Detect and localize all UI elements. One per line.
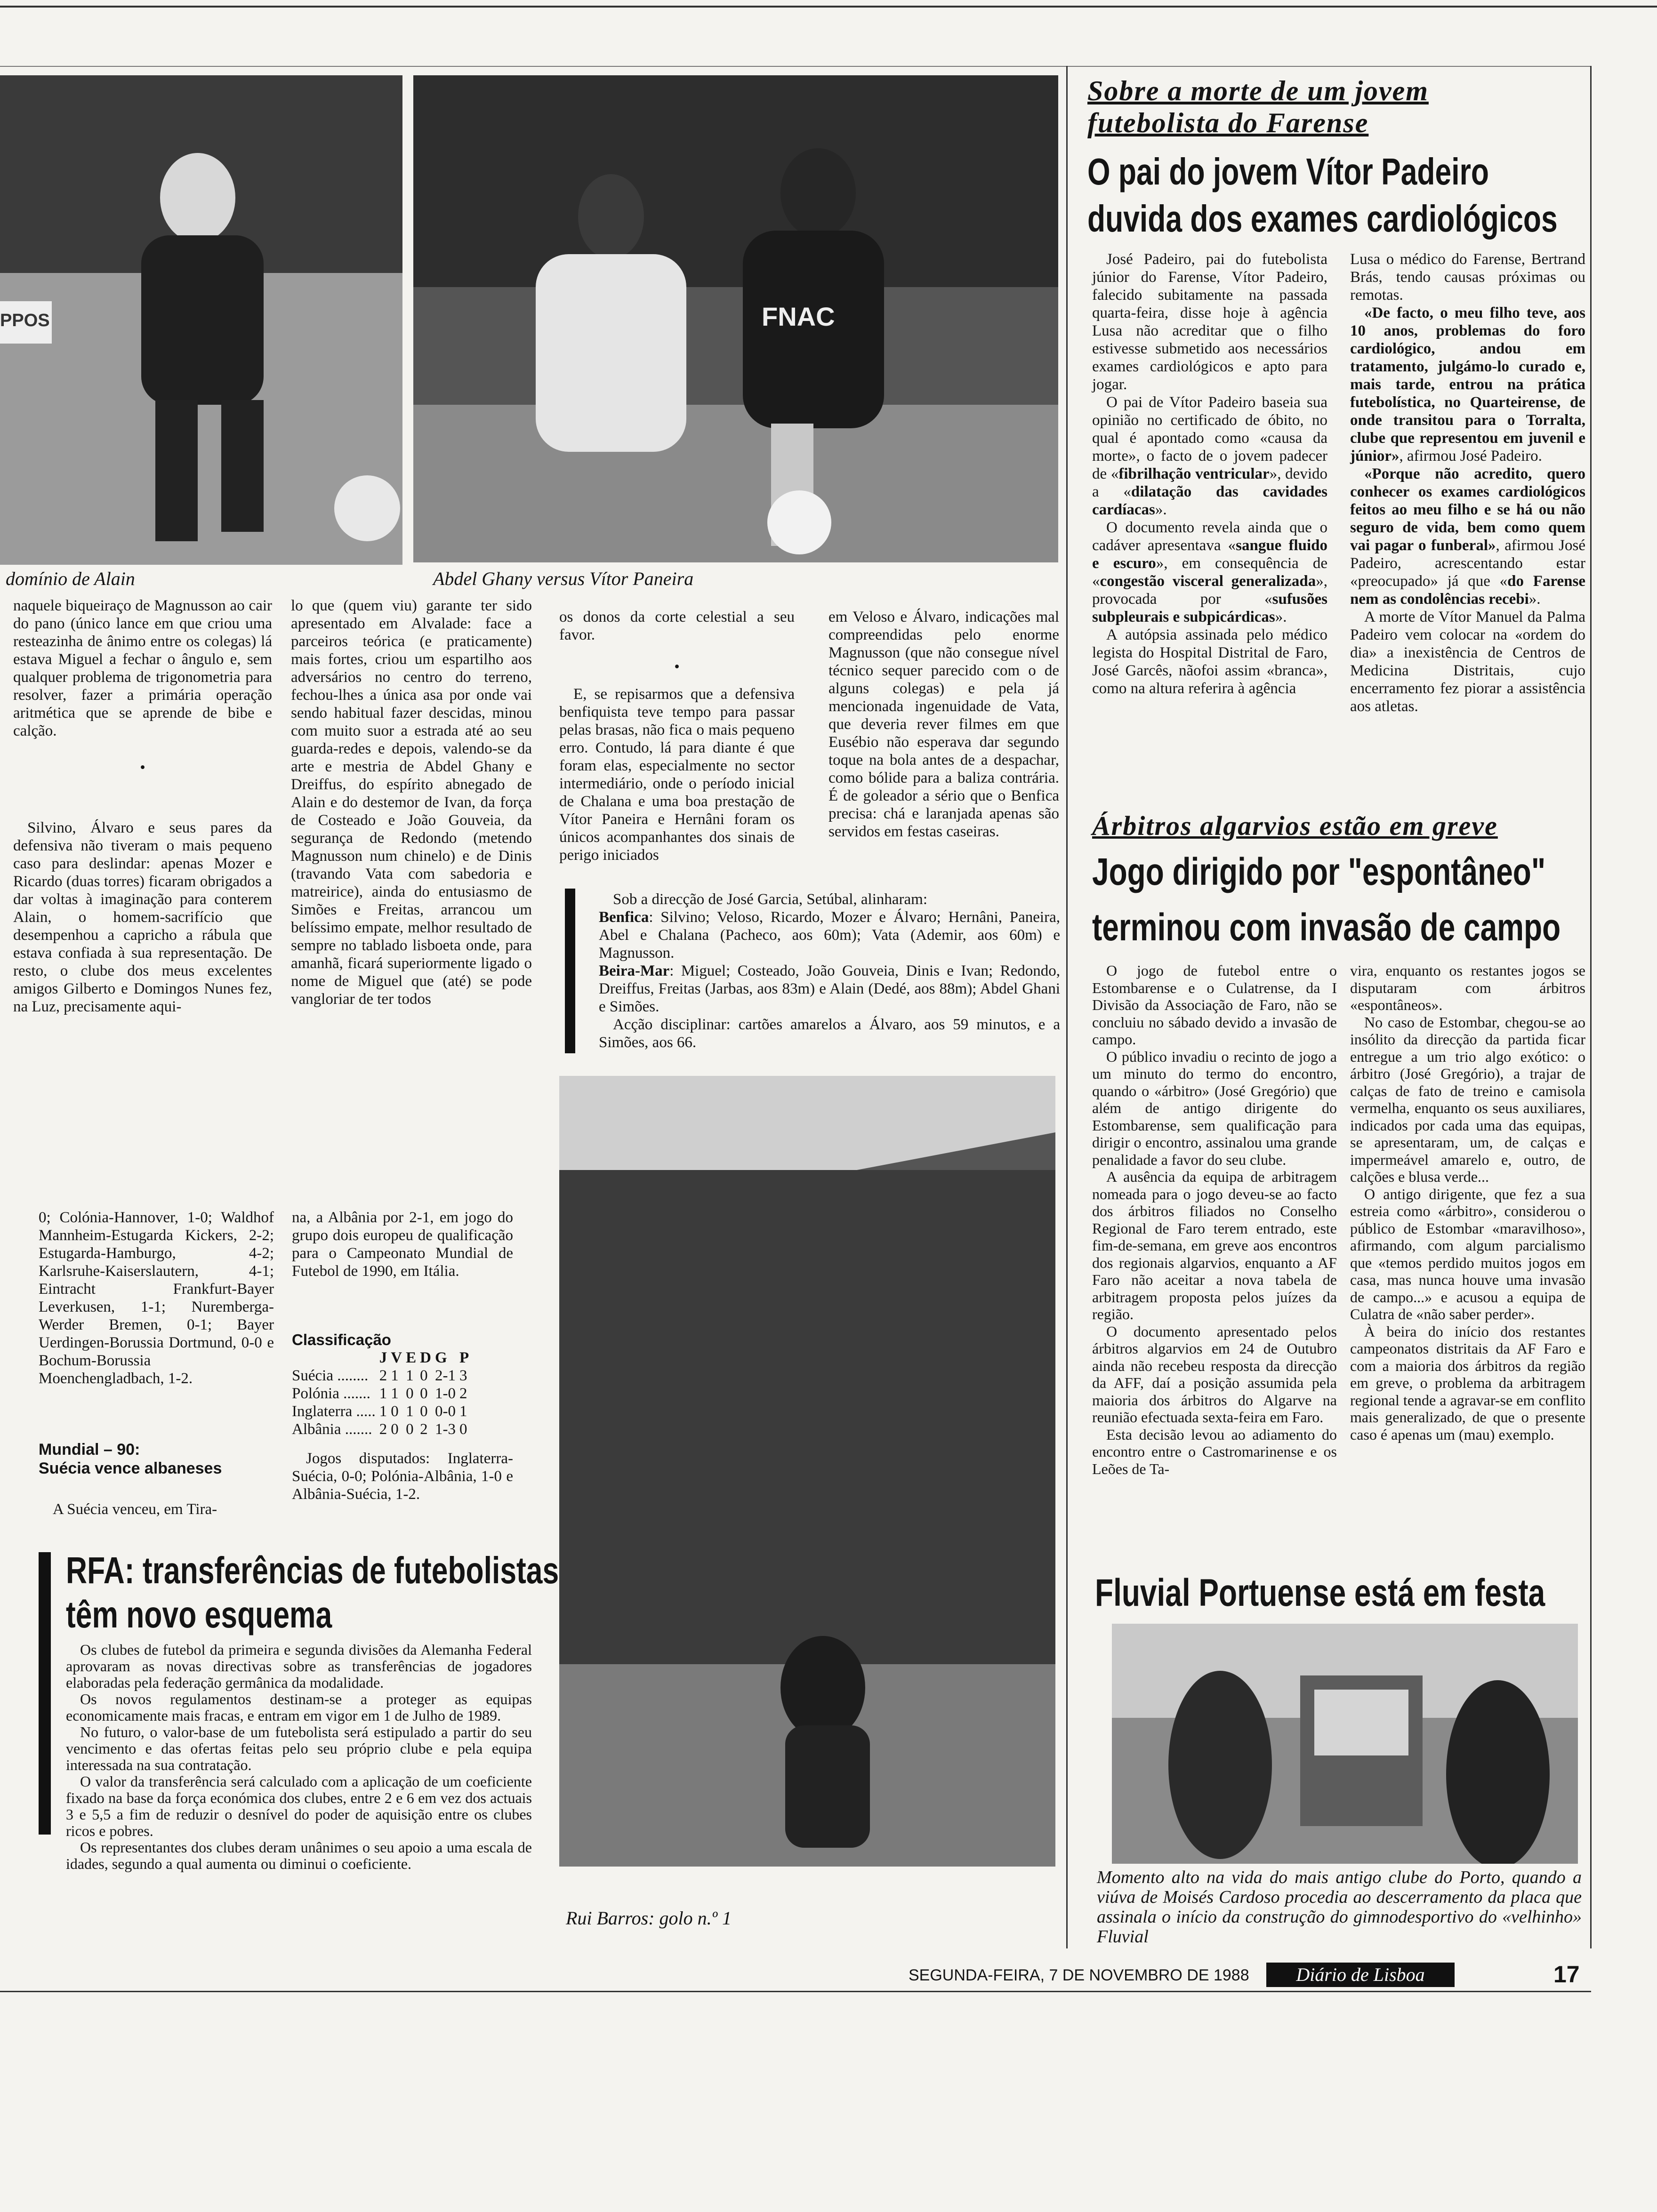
photo-fluvial-ceremony [1112,1624,1578,1864]
cell: 0 [420,1367,428,1384]
arbitros-headline-2: terminou com invasão de campo [1092,906,1561,949]
right-border [1590,66,1592,1948]
rfa-bar [39,1552,51,1835]
text-run: ». [1275,609,1287,625]
cell: 1 [406,1367,414,1384]
cell: 2 [459,1385,467,1402]
photo-stadium-goal [559,1076,1055,1867]
arbitros-c2-p4: À beira do início dos restantes campeonatos distritais da AF Faro e com a maioria dos árbitros da região em greve, o problema da arbitragem regional tende a agravar-se em conflito mais generalizado, de que o presente caso é apenas um (mau) exemplo. [1350,1322,1585,1443]
arbitros-col1 [1092,962,1337,1477]
arbitros-c2-p1: vira, enquanto os restantes jogos se disputaram com árbitros «espontâneos». [1350,962,1585,1013]
lineups-beira [599,962,1060,1016]
col4-para: em Veloso e Álvaro, indicações mal compreendidas pelo enorme Magnusson (que não consegue nível técnico sequer parecido com o de alguns colegas) e pela já mencionada ingenuidade de Vata, que deveria rever filmes em que Eusébio não esperava dar segundo toque na bola antes de a despachar, como bólide para a baliza contrária. É de goleador a sério que o Benfica precisa: chá e laranjada apenas são servidos em festas caseiras. [828,609,1059,840]
col3-para2: E, se repisarmos que a defensiva benfiquista teve tempo para passar pelas brasas, não fica o mais pequeno erro. Contudo, lá para diante é que foram elas, especialmente no sector intermediário, onde o período inicial de Chalana e uma boa prestação de Vítor Paneira e Hernâni foram os únicos acompanhantes dos sinais de perigo iniciados [559,686,795,864]
cell: 0 [406,1421,414,1438]
team-name: Albânia ....... [292,1421,372,1438]
beira-label: Beira-Mar [599,962,670,979]
mundial-cont: na, a Albânia por 2-1, em jogo do grupo dois europeu de qualificação para o Campeonato Mundial de Futebol de 1990, em Itália. [292,1209,513,1280]
bullet: • [140,759,145,776]
hdr-g: G [434,1349,447,1366]
footer-masthead: Diário de Lisboa [1266,1963,1455,1987]
table-row [290,1367,471,1385]
cell: 0 [420,1403,428,1420]
text-run: , afirmou José Padeiro. [1399,448,1542,465]
mundial-lead-text: A Suécia venceu, em Tira- [53,1501,217,1518]
farense-c1p4: A autópsia assinada pelo médico legista do Hospital Distrital de Faro, José Garcês, nãofoi assim «branca», como na altura referira à agência [1092,626,1327,697]
cell: 1 [459,1403,467,1420]
col1-para1: naquele biqueiraço de Magnusson ao cair do pano (único lance em que criou uma resteazinha de ânimo entre os colegas) lá estava Miguel a fechar o ângulo e, sem qualquer problema de trigonometria para resolver, fazer a primária operação aritmética que se aprende de bibe e calção. [13,597,272,739]
text-run: O pai de Vítor Padeiro baseia sua opinião no certificado de óbito, no qual é apontado como «causa da morte», o facto de o jovem padecer de « [1092,394,1327,482]
rfa-p4: O valor da transferência será calculado com a aplicação de um coeficiente fixado na base da força económica dos clubes, entre 2 e 6 em vez dos actuais 3 e 5,5 a fim de reduzir o desnível do poder de aquisição entre os clubes ricos e pobres. [66,1773,532,1839]
fluvial-caption: Momento alto na vida do mais antigo clube do Porto, quando a viúva de Moisés Cardoso procedia ao descerramento da placa que assinala o início da construção do gimnodesportivo do «velhinho» Fluvial [1097,1867,1582,1947]
cell: 0 [391,1403,399,1420]
cell: 2 [420,1421,428,1438]
top-rule-2 [0,66,1591,67]
games-played [292,1450,513,1503]
farense-c2p1: Lusa o médico do Farense, Bertrand Brás, tendo causas próximas ou remotas. [1350,251,1585,304]
match-article-col3 [559,608,795,864]
footer-rule [0,1991,1591,1992]
benfica-players: : Silvino; Veloso, Ricardo, Mozer e Álvaro; Hernâni, Paneira, Abel e Chalana (Pacheco, aos 60m); Vata (Ademir, aos 60m) e Magnusson. [599,909,1060,962]
farense-col1 [1092,250,1327,697]
left-photo-caption: domínio de Alain [6,568,135,589]
footer-page-number: 17 [1553,1961,1580,1988]
hdr-j: J [379,1349,387,1366]
arbitros-c2-p2: No caso de Estombar, chegou-se ao insólito da direcção da partida ficar entregue a um trio algo exótico: o árbitro (José Gregório), a trajar de calças de fato de treino e camisola vermelha, enquanto os seus auxiliares, indicados por cada uma das equipas, se apresentaram, um, de calças e impermeável amarelo e, outro, de calções e blusa verde... [1350,1013,1585,1185]
shirt-sponsor-text: FNAC [762,302,835,331]
cell: 1 [379,1403,387,1420]
text-run-bold: «Porque não acredito, quero conhecer os exames cardiológicos feitos ao meu filho e se há ou não seguro de vida, bem como quem vai pagar o funberal» [1350,465,1585,554]
table-row [290,1385,471,1403]
lineups-discipline: Acção disciplinar: cartões amarelos a Álvaro, aos 59 minutos, e a Simões, aos 66. [599,1016,1060,1051]
benfica-label: Benfica [599,909,649,926]
farense-c2p3 [1350,465,1585,608]
text-run-bold: «De facto, o meu filho teve, aos 10 anos, problemas do foro cardiológico, andou em tratamento, julgámo-lo curado e, mais tarde, entrou na prática futebolística, no Quarteirense, de onde transitou para o Torralta, clube que representou em juvenil e júnior» [1350,305,1585,465]
mundial-title-1: Mundial – 90: [39,1441,140,1459]
rfa-body [66,1642,532,1872]
cell: 1 [379,1385,387,1402]
lineups-benfica [599,908,1060,962]
cell: 1-3 [434,1421,456,1438]
hdr-d: D [420,1349,431,1366]
bundesliga-results: 0; Colónia-Hannover, 1-0; Waldhof Mannheim-Estugarda Kickers, 2-2; Estugarda-Hamburgo, 4-2; Karlsruhe-Kaiserslautern, 4-1; Eintracht Frankfurt-Bayer Leverkusen, 1-1; Nuremberga-Werder Bremen, 0-1; Bayer Uerdingen-Borussia Dortmund, 0-0 e Bochum-Borussia Moenchengladbach, 1-2. [39,1209,274,1387]
cell: 1 [406,1403,414,1420]
farense-c1p2 [1092,393,1327,519]
top-rule [0,6,1657,8]
mundial-lead [39,1500,274,1518]
arbitros-c1-p5: Esta decisão levou ao adiamento do encontro entre o Castromarinense e os Leões de Ta- [1092,1426,1337,1477]
bullet-2: • [674,658,680,675]
hdr-v: V [391,1349,402,1366]
rfa-p5: Os representantes dos clubes deram unânimes o seu apoio a uma escala de idades, segundo a qual aumenta ou diminui o coeficiente. [66,1839,532,1872]
text-run-bold: sufusões subpleurais e subpicárdicas [1092,591,1327,625]
beira-players: : Miguel; Costeado, João Gouveia, Dinis e Ivan; Redondo, Dreiffus, Freitas (Jarbas, aos 83m) e Alain (Dedé, aos 88m); Abdel Ghani e Simões. [599,962,1060,1015]
farense-kicker-1: Sobre a morte de um jovem [1087,75,1429,106]
lineups-box [599,890,1060,1051]
mundial-title-2: Suécia vence albaneses [39,1459,222,1477]
classification-table [290,1349,471,1438]
classification-title: Classificação [292,1331,391,1348]
text-run: O documento revela ainda que o cadáver apresentava « [1092,519,1327,554]
farense-c1p3 [1092,519,1327,626]
cell: 2 [379,1421,387,1438]
arbitros-c1-p4: O documento apresentado pelos árbitros algarvios em 24 de Outubro ainda não recebeu resposta da direcção da AFF, daí a posição assumida pela maioria dos árbitros do Algarve na reunião efectuada sexta-feira em Faro. [1092,1322,1337,1426]
farense-kicker-2: futebolista do Farense [1087,107,1369,138]
lineups-intro: Sob a direcção de José Garcia, Setúbal, alinharam: [613,891,927,908]
rfa-p3: No futuro, o valor-base de um futebolista será estipulado a partir do seu vencimento e das ofertas feitas pelo seu próprio clube e pela equipa interessada na sua contratação. [66,1723,532,1773]
classification-header [290,1349,471,1367]
text-run: ». [1528,591,1541,608]
team-name: Polónia ....... [292,1385,370,1402]
cell: 0 [406,1385,414,1402]
rfa-headline-1: RFA: transferências de futebolistas [66,1549,559,1591]
farense-headline-1: O pai do jovem Vítor Padeiro [1087,151,1489,192]
lineups-bar [565,889,575,1053]
cell: 1 [391,1385,399,1402]
games-played-text: Jogos disputados: Inglaterra-Suécia, 0-0; Polónia-Albânia, 1-0 e Albânia-Suécia, 1-2. [292,1450,513,1503]
footer-date: SEGUNDA-FEIRA, 7 DE NOVEMBRO DE 1988 [909,1966,1249,1984]
text-run-bold: sangue fluido e escuro [1092,537,1328,572]
rfa-p2: Os novos regulamentos destinam-se a proteger as equipas economicamente mais fracas, e entram em vigor em 1 de Julho de 1989. [66,1691,532,1724]
rfa-p1: Os clubes de futebol da primeira e segunda divisões da Alemanha Federal aprovaram as novas directivas sobre as transferências de jogadores elaboradas pela federação germânica da modalidade. [66,1641,532,1691]
cell: 0 [459,1421,467,1438]
arbitros-col2 [1350,962,1585,1443]
team-name: Inglaterra ..... [292,1403,376,1420]
farense-c2p2 [1350,304,1585,465]
table-row [290,1420,471,1438]
mundial-title [39,1440,274,1478]
cell: 2 [379,1367,387,1384]
cell: 0 [391,1421,399,1438]
cell: 0 [420,1385,428,1402]
text-run-bold: fibrilhação ventricular [1118,465,1270,482]
arbitros-kicker: Árbitros algarvios estão em greve [1092,810,1498,841]
text-run: , afirmou José Padeiro, acrescentando estar «preocupado» já que « [1350,537,1585,590]
arbitros-c1-p2: O público invadiu o recinto de jogo a um minuto do termo do encontro, quando o «árbitro» (José Gregório) que além de antigo dirigente do Estombarense, sem qualificação para dirigir o encontro, assinalou uma grande penalidade a favor do seu clube. [1092,1048,1337,1168]
arbitros-c2-p3: O antigo dirigente, que fez a sua estreia como «árbitro», considerou o público de Estombar «maravilhoso», afirmando, com algum parcialismo que «temos perdido muitos jogos em casa, mas nunca houve uma invasão de campo...» e acusou a equipa de Culatra de «não saber perder». [1350,1185,1585,1322]
column-divider [1066,66,1068,1948]
farense-headline-2: duvida dos exames cardiológicos [1087,198,1558,240]
col2-para: lo que (quem viu) garante ter sido apresentado em Alvalade: face a parceiros teórica (e praticamente) mais fortes, criou um espartilho aos adversários no centro do terreno, fechou-lhes a única asa por onde vai sendo habitual fazer descidas, minou com muito suor a estrada até ao seu guarda-redes e depois, valendo-se da arte e mestria de Abdel Ghany e Dreiffus, do espírito abnegado de Alain e do destemor de Ivan, da força de Costeado e João Gouveia, da segurança de Redondo (metendo Magnusson num chinelo) e de Dinis (travando Vata com sabedoria e matreirice), ainda do entusiasmo de Simões e Freitas, arrancou um belíssimo empate, melhor resultado de sempre no tablado lisboeta onde, para amanhã, ficará superiormente ligado o nome de Miguel que (até) se pode vangloriar de ter todos [291,597,532,1008]
farense-col2 [1350,250,1585,715]
farense-c2p4: A morte de Vítor Manuel da Palma Padeiro vem colocar na «ordem do dia» a inexistência de Centros de Medicina Distritais, cujo encerramento fez piorar a assistência aos atletas. [1350,609,1585,715]
cell: 2-1 [434,1367,456,1384]
bottom-photo-caption: Rui Barros: golo n.º 1 [566,1907,732,1929]
cell: 1-0 [434,1385,456,1402]
center-photo-caption: Abdel Ghany versus Vítor Paneira [433,568,694,589]
text-run: », devido a « [1092,465,1327,500]
team-name: Suécia ........ [292,1367,369,1384]
text-run-bold: dilatação das cavidades cardíacas [1092,483,1327,518]
arbitros-c1-p1: O jogo de futebol entre o Estombarense e o Culatrense, da I Divisão da Associação de Faro, não se concluiu no sábado devido a invasão de campo. [1092,962,1337,1048]
arbitros-headline-1: Jogo dirigido por "espontâneo" [1092,850,1546,893]
text-run-bold: do Farense nem as condolências recebi [1350,573,1585,608]
text-run: », em consequência de « [1092,555,1327,590]
col1-para2: Silvino, Álvaro e seus pares da defensiva não tiveram o mais pequeno caso para deslindar: apenas Mozer e Ricardo (duas torres) ficaram obrigados a dar voltas à imaginação para conterem Alain, o homem-sacrifício que desempenhou a capricho a rábula que estava confiada à sua representação. De resto, o clube dos meus excelentes amigos Gilberto e Domingos Nunes fez, na Luz, precisamente aqui- [13,819,272,1015]
text-run: », provocada por « [1092,573,1327,608]
match-article-col2 [291,597,532,1008]
arbitros-c1-p3: A ausência da equipa de arbitragem nomeada para o jogo deveu-se ao facto dos árbitros filiados no Conselho Regional de Faro terem entrado, este fim-de-semana, em greve aos encontros dos regionais algarvios, enquanto a AF Faro não aceitar a nova tabela de arbitragem proposta pelos juízes da região. [1092,1168,1337,1322]
cell: 0-0 [434,1403,456,1420]
cell: 3 [459,1367,467,1384]
photo-center-match [413,75,1058,562]
hdr-e: E [406,1349,417,1366]
col3-para1: os donos da corte celestial a seu favor. [559,609,795,643]
hdr-p: P [459,1349,469,1366]
text-run-bold: congestão visceral generalizada [1100,573,1316,590]
text-run: ». [1155,501,1167,518]
farense-c1p1: José Padeiro, pai do futebolista júnior do Farense, Vítor Padeiro, falecido subitamente na passada quarta-feira, disse hoje à agência Lusa não acreditar que o filho estivesse submetido aos necessários exames cardiológicos e apto para jogar. [1092,251,1327,393]
ad-board-text: PPOS [0,311,50,330]
photo-left-match [0,75,402,565]
cell: 1 [391,1367,399,1384]
table-row [290,1403,471,1420]
match-article-col1 [13,597,272,1016]
rfa-headline-2: têm novo esquema [66,1594,332,1635]
match-article-col4 [828,608,1059,841]
fluvial-headline: Fluvial Portuense está em festa [1095,1571,1545,1614]
